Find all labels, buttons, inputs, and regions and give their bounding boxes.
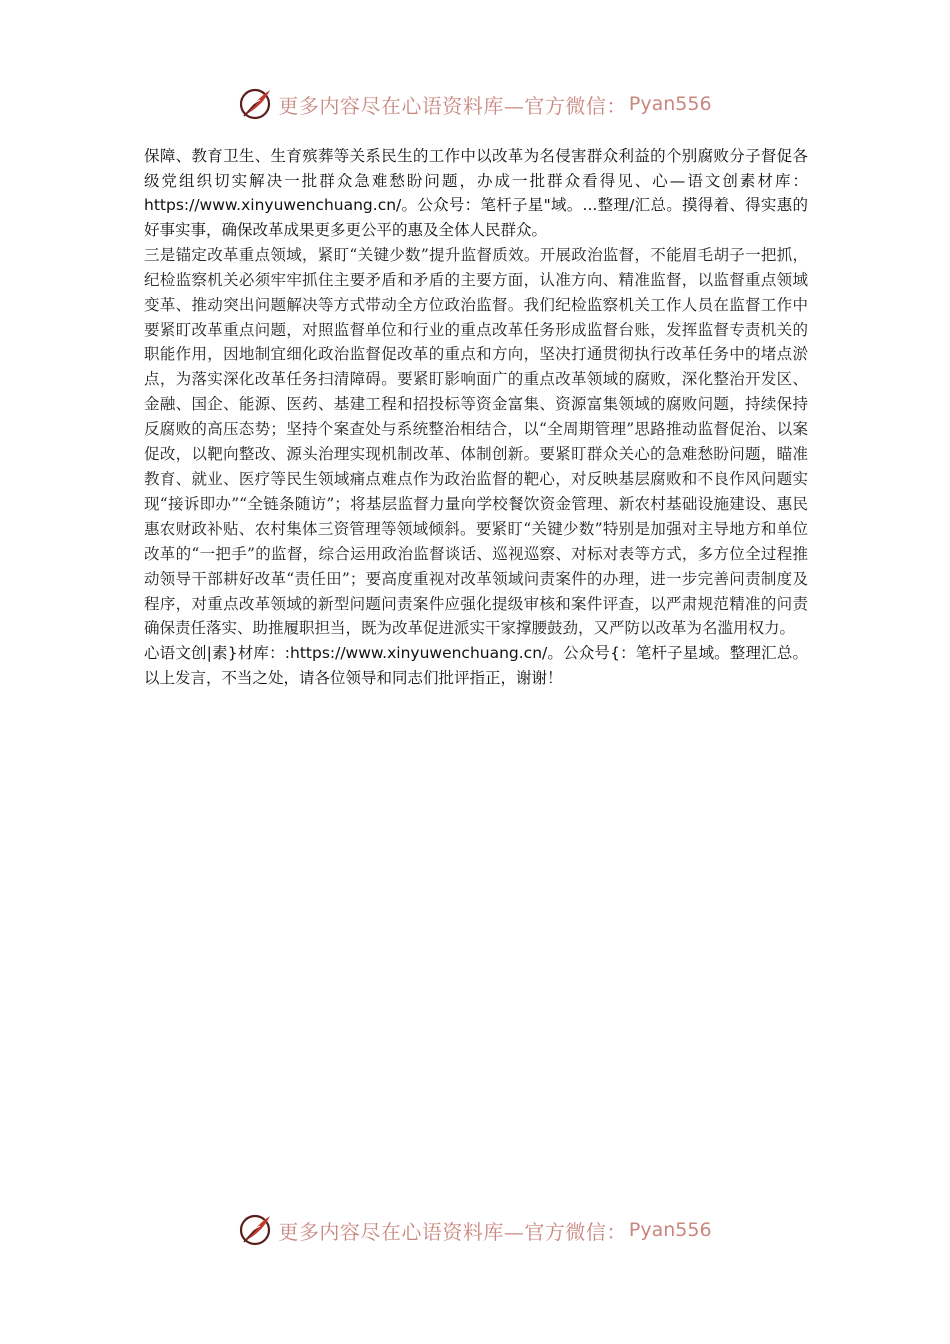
header-wechat-id: Pyan556: [628, 93, 712, 115]
quill-pen-logo-icon: [238, 86, 274, 122]
paragraph-2: 三是锚定改革重点领域，紧盯“关键少数”提升监督质效。开展政治监督，不能眉毛胡子一把抓，纪检监察机关必须牢牢抓住主要矛盾和矛盾的主要方面，认准方向、精准监督，以监督重点领域变革、推动突出问题解决等方式带动全方位政治监督。我们纪检监察机关工作人员在监督工作中要紧盯改革重点问题，对照监督单位和行业的重点改革任务形成监督台账，发挥监督专责机关的职能作用，因地制宜细化政治监督促改革的重点和方向，坚决打通贯彻执行改革任务中的堵点淤点，为落实深化改革任务扫清障碍。要紧盯影响面广的重点改革领域的腐败，深化整治开发区、金融、国企、能源、医药、基建工程和招投标等资金富集、资源富集领域的腐败问题，持续保持反腐败的高压态势；坚持个案查处与系统整治相结合，以“全周期管理”思路推动监督促治、以案促改，以靶向整改、源头治理实现机制改革、体制创新。要紧盯群众关心的急难愁盼问题，瞄准教育、就业、医疗等民生领域痛点难点作为政治监督的靶心，对反映基层腐败和不良作风问题实现“接诉即办”“全链条随访”；将基层监督力量向学校餐饮资金管理、新农村基础设施建设、惠民惠农财政补贴、农村集体三资管理等领域倾斜。要紧盯“关键少数”特别是加强对主导地方和单位改革的“一把手”的监督，综合运用政治监督谈话、巡视巡察、对标对表等方式，多方位全过程推动领导干部耕好改革“责任田”；要高度重视对改革领域问责案件的办理，进一步完善问责制度及程序，对重点改革领域的新型问题问责案件应强化提级审核和案件评查，以严肃规范精准的问责确保责任落实、助推履职担当，既为改革促进派实干家撑腰鼓劲，又严防以改革为名滥用权力。: [144, 245, 808, 638]
footer-banner: [0, 1208, 950, 1252]
footer-banner-text: 更多内容尽在心语资料库—官方微信：: [278, 1219, 627, 1244]
header-banner: [0, 82, 950, 126]
quill-pen-logo-icon: [238, 1212, 274, 1248]
footer-wechat-id: Pyan556: [628, 1219, 712, 1241]
header-banner-text: 更多内容尽在心语资料库—官方微信：: [278, 93, 627, 118]
paragraph-3: 心语文创|素}材库：:https://www.xinyuwenchuang.cn/。公众号{：笔杆子星域。整理汇总。以上发言，不当之处，请各位领导和同志们批评指正，谢谢！: [144, 644, 808, 688]
document-body: [144, 144, 808, 691]
paragraph-1: 保障、教育卫生、生育殡葬等关系民生的工作中以改革为名侵害群众利益的个别腐败分子督促各级党组织切实解决一批群众急难愁盼问题，办成一批群众看得见、心—语文创素材库：https://www.xinyuwenchuang.cn/。公众号：笔杆子星"域。...整理/汇总。摸得着、得实惠的好事实事，确保改革成果更多更公平的惠及全体人民群众。: [144, 147, 808, 240]
